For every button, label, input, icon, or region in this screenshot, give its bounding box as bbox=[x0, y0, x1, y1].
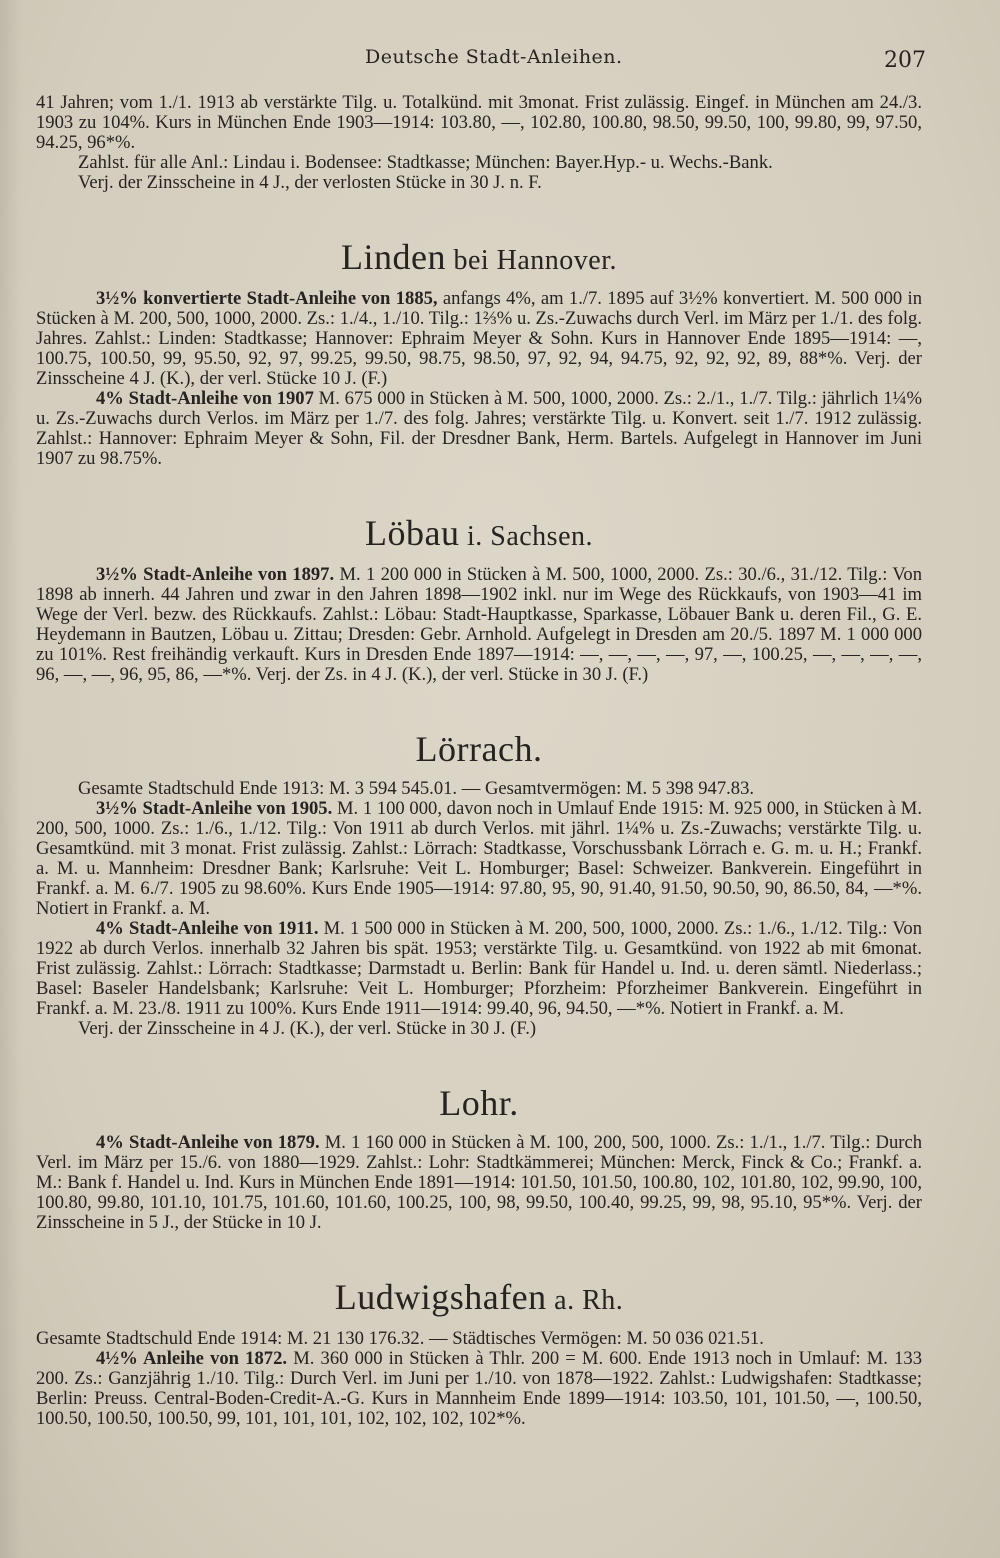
loan-heading: 3½% Stadt-Anleihe von 1905. bbox=[96, 798, 333, 819]
section-title-loebau bbox=[36, 513, 922, 557]
section-title-rest: i. Sachsen. bbox=[459, 521, 593, 552]
loan-heading: 3½% konvertierte Stadt-Anleihe von 1885, bbox=[96, 288, 438, 309]
section-title-rest: a. Rh. bbox=[546, 1285, 624, 1316]
running-title: Deutsche Stadt-Anleihen. bbox=[365, 46, 623, 68]
loerrach-verjaehrung: Verj. der Zinsscheine in 4 J. (K.), der verl. Stücke in 30 J. (F.) bbox=[78, 1018, 537, 1039]
loan-text: anfangs 4%, am 1./7. 1895 auf 3½% konvertiert. M. 500 000 in Stücken à M. 200, 500, 1000, 2000. Zs.: 1./4., 1./10. Tilg.: 1⅔% u. Zs.-Zuwachs durch Verl. im März per 1./1. des folg. Jahres. Zahlst.: Linden: Stadtkasse; Hannover: Ephraim Meyer & Sohn. Kurs in Hannover Ende 1895—1914: —, 100.75, 100.50, 99, 95.50, 92, 97, 99.25, 99.50, 98.75, 98.50, 97, 92, 94, 94.75, 92, 92, 92, 89, 88*%. Verj. der Zinsscheine 4 J. (K.), der verl. Stücke 10 J. (F.) bbox=[36, 288, 922, 389]
loebau-loan-1897 bbox=[36, 565, 922, 685]
loan-text: M. 360 000 in Stücken à Thlr. 200 = M. 600. Ende 1913 noch in Umlauf: M. 133 200. Zs.: Ganzjährig 1./10. Tilg.: Durch Verl. im Juni per 1./10. von 1878—1922. Zahlst.: Ludwigshafen: Stadtkasse; Berlin: Preuss. Central-Boden-Credit-A.-G. Kurs in Mannheim Ende 1899—1914: 103.50, 101, 101.50, —, 100.50, 100.50, 100.50, 100.50, 99, 101, 101, 101, 102, 102, 102, 102*%. bbox=[36, 1348, 922, 1429]
section-title-linden bbox=[36, 237, 922, 281]
linden-loan-1907 bbox=[36, 389, 922, 469]
section-title-loerrach bbox=[36, 729, 922, 771]
ludwigshafen-loan-1872 bbox=[36, 1349, 922, 1429]
section-title-main: Ludwigshafen bbox=[334, 1277, 547, 1317]
loan-text: M. 1 200 000 in Stücken à M. 500, 1000, 2000. Zs.: 30./6., 31./12. Tilg.: Von 1898 ab innerh. 44 Jahren und zwar in den Jahren 1898—1902 inkl. nur im Wege des Rückkaufs, von 1903—41 im Wege der Verl. bezw. des Rückkaufs. Zahlst.: Löbau: Stadt-Hauptkasse, Sparkasse, Löbauer Bank u. deren Fil., G. E. Heydemann in Bautzen, Löbau u. Zittau; Dresden: Gebr. Arnhold. Aufgelegt in Dresden am 20./5. 1897 M. 1 000 000 zu 101%. Rest freihändig verkauft. Kurs in Dresden Ende 1897—1914: —, —, —, —, 97, —, 100.25, —, —, —, —, 96, —, —, 96, 95, 86, —*%. Verj. der Zs. in 4 J. (K.), der verl. Stücke in 30 J. (F.) bbox=[36, 564, 922, 685]
intro-zahlstellen: Zahlst. für alle Anl.: Lindau i. Bodensee: Stadtkasse; München: Bayer.Hyp.- u. Wechs.-Bank. bbox=[78, 152, 773, 173]
loan-heading: 4% Stadt-Anleihe von 1879. bbox=[96, 1132, 320, 1153]
page-gutter-shadow bbox=[0, 0, 22, 1558]
section-title-main: Löbau bbox=[365, 513, 460, 553]
section-title-main: Linden bbox=[340, 237, 446, 277]
page-header bbox=[0, 46, 1000, 76]
loerrach-summary: Gesamte Stadtschuld Ende 1913: M. 3 594 545.01. — Gesamtvermögen: M. 5 398 947.83. bbox=[78, 778, 755, 799]
section-title-main: Lohr. bbox=[439, 1083, 519, 1123]
section-title-ludwigshafen bbox=[36, 1277, 922, 1321]
section-title-rest: bei Hannover. bbox=[445, 245, 618, 276]
ludwigshafen-summary: Gesamte Stadtschuld Ende 1914: M. 21 130 176.32. — Städtisches Vermögen: M. 50 036 021.51. bbox=[36, 1328, 764, 1349]
loan-text: M. 1 500 000 in Stücken à M. 200, 500, 1000, 2000. Zs.: 1./6., 1./12. Tilg.: Von 1922 ab durch Verlos. innerhalb 32 Jahren bis spät. 1953; verstärkte Tilg. u. Gesamtkünd. von 1922 ab mit 6monat. Frist zulässig. Zahlst.: Lörrach: Stadtkasse; Darmstadt u. Berlin: Bank für Handel u. Ind. u. deren sämtl. Niederlass.; Basel: Baseler Handelsbank; Karlsruhe: Veit L. Homburger; Pforzheim: Pforzheimer Bankverein. Eingeführt in Frankf. a. M. 23./8. 1911 zu 100%. Kurs Ende 1911—1914: 99.40, 96, 94.50, —*%. Notiert in Frankf. a. M. bbox=[36, 918, 922, 1019]
lohr-loan-1879 bbox=[36, 1133, 922, 1233]
loan-heading: 3½% Stadt-Anleihe von 1897. bbox=[96, 564, 335, 585]
page-number: 207 bbox=[884, 48, 926, 73]
loan-text: M. 1 100 000, davon noch in Umlauf Ende 1915: M. 925 000, in Stücken à M. 200, 500, 1000. Zs.: 1./6., 1./12. Tilg.: Von 1911 ab durch Verlos. mit jährl. 1¼% u. Zs.-Zuwachs; verstärkte Tilg. u. Gesamtkünd. mit 3 monat. Frist zulässig. Zahlst.: Lörrach: Stadtkasse, Vorschussbank Lörrach e. G. m. u. H.; Frankf. a. M. u. Mannheim: Dresdner Bank; Karlsruhe: Veit L. Homburger; Basel: Schweizer. Bankverein. Eingeführt in Frankf. a. M. 6./7. 1905 zu 98.60%. Kurs Ende 1905—1914: 97.80, 95, 90, 91.40, 91.50, 90.50, 90, 86.50, 84, —*%. Notiert in Frankf. a. M. bbox=[36, 798, 922, 919]
linden-loan-1885 bbox=[36, 289, 922, 389]
loan-heading: 4½% Anleihe von 1872. bbox=[96, 1348, 288, 1369]
section-title-lohr bbox=[36, 1083, 922, 1125]
section-title-main: Lörrach. bbox=[415, 729, 543, 769]
loan-heading: 4% Stadt-Anleihe von 1907 bbox=[96, 388, 314, 409]
loan-text: M. 1 160 000 in Stücken à M. 100, 200, 500, 1000. Zs.: 1./1., 1./7. Tilg.: Durch Verl. im März per 15./6. von 1880—1929. Zahlst.: Lohr: Stadtkämmerei; München: Merck, Finck & Co.; Frankf. a. M.: Bank f. Handel u. Ind. Kurs in München Ende 1891—1914: 101.50, 101.50, 100.80, 102, 101.80, 102, 99.90, 100, 100.80, 99.80, 101.10, 101.75, 101.60, 101.60, 100.25, 100, 98, 99.50, 100.40, 99.25, 99, 98, 95.10, 95*%. Verj. der Zinsscheine in 5 J., der Stücke in 10 J. bbox=[36, 1132, 923, 1233]
intro-continuation: 41 Jahren; vom 1./1. 1913 ab verstärkte Tilg. u. Totalkünd. mit 3monat. Frist zulässig. Eingef. in München am 24./3. 1903 zu 104%. Kurs in München Ende 1903—1914: 103.80, —, 102.80, 100.80, 98.50, 99.50, 100, 99.80, 99, 97.50, 94.25, 96*%. bbox=[36, 92, 922, 153]
loan-text: M. 675 000 in Stücken à M. 500, 1000, 2000. Zs.: 2./1., 1./7. Tilg.: jährlich 1¼% u. Zs.-Zuwachs durch Verlos. im März per 1./7. des folg. Jahres; verstärkte Tilg. u. Konvert. seit 1./7. 1912 zulässig. Zahlst.: Hannover: Ephraim Meyer & Sohn, Fil. der Dresdner Bank, Herm. Bartels. Aufgelegt in Hannover im Juni 1907 zu 98.75%. bbox=[36, 388, 922, 469]
loerrach-loan-1905 bbox=[36, 799, 922, 919]
page-body bbox=[36, 93, 922, 1429]
loerrach-loan-1911 bbox=[36, 919, 922, 1019]
intro-verjaehrung: Verj. der Zinsscheine in 4 J., der verlosten Stücke in 30 J. n. F. bbox=[78, 172, 542, 193]
loan-heading: 4% Stadt-Anleihe von 1911. bbox=[96, 918, 319, 939]
